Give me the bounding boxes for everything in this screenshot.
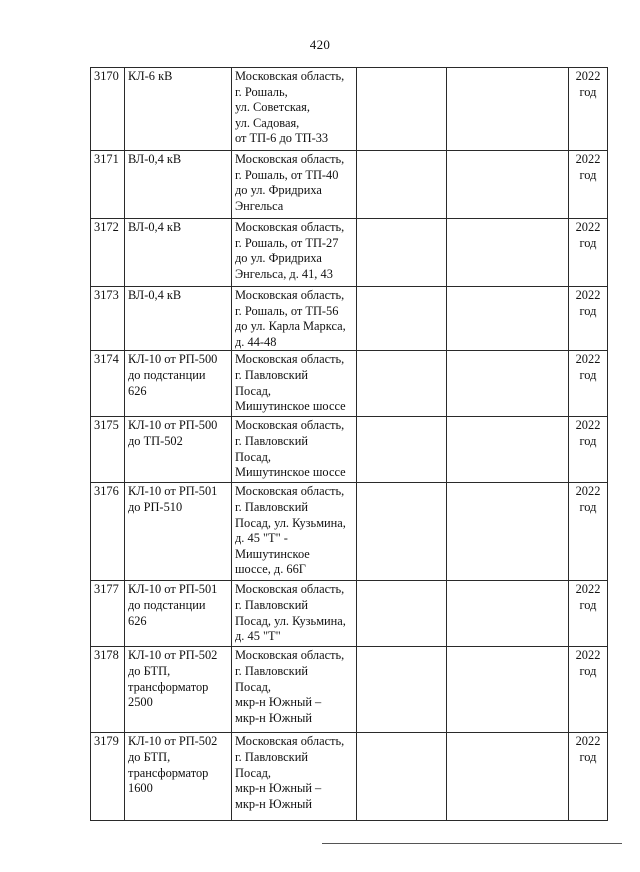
row-number-cell: 3174: [91, 351, 125, 417]
table-row: [91, 581, 608, 647]
empty-cell: [447, 68, 569, 151]
year-cell: [569, 351, 608, 417]
address-line: Энгельса: [235, 198, 284, 213]
empty-cell: [447, 483, 569, 581]
address-line: мкр-н Южный –: [235, 695, 322, 710]
object-name-line: до БТП,: [128, 749, 171, 764]
address-line: ул. Садовая,: [235, 115, 300, 130]
address-line: г. Павловский: [235, 597, 308, 612]
year-line: 2022: [575, 648, 601, 663]
year-cell: [569, 219, 608, 287]
year-line: 2022: [575, 734, 601, 749]
object-name-line: ВЛ-0,4 кВ: [128, 220, 182, 234]
address-cell: [232, 287, 357, 351]
object-name-line: до ТП-502: [128, 433, 183, 448]
object-name-line: КЛ-10 от РП-502: [128, 648, 218, 663]
page-number: 420: [309, 37, 331, 52]
year-line: год: [579, 499, 597, 514]
year-line: год: [579, 303, 597, 318]
empty-cell: [357, 219, 447, 287]
object-name-cell: [125, 417, 232, 483]
address-cell: [232, 483, 357, 581]
year-cell: [569, 733, 608, 821]
address-line: Мишутинское: [235, 546, 310, 561]
address-line: шоссе, д. 66Г: [235, 562, 306, 577]
object-name-line: КЛ-10 от РП-502: [128, 734, 218, 749]
address-line: Московская область,: [235, 582, 345, 597]
address-line: от ТП-6 до ТП-33: [235, 131, 329, 146]
row-number-cell: 3177: [91, 581, 125, 647]
table-row: [91, 351, 608, 417]
registry-table: [90, 67, 608, 821]
address-line: д. 45 "Т" -: [235, 531, 288, 546]
address-line: г. Павловский: [235, 663, 308, 678]
object-name-cell: [125, 151, 232, 219]
address-line: Московская область,: [235, 352, 345, 367]
year-cell: [569, 151, 608, 219]
year-cell: [569, 483, 608, 581]
empty-cell: [447, 351, 569, 417]
address-cell: [232, 733, 357, 821]
registry-table-body: [91, 68, 608, 821]
object-name-line: до БТП,: [128, 663, 171, 678]
address-cell: [232, 417, 357, 483]
year-cell: [569, 581, 608, 647]
table-row: [91, 219, 608, 287]
year-line: 2022: [575, 288, 601, 302]
year-cell: [569, 647, 608, 733]
empty-cell: [447, 287, 569, 351]
table-row: [91, 151, 608, 219]
year-line: 2022: [575, 152, 601, 166]
row-number-cell: 3172: [91, 219, 125, 287]
year-line: год: [579, 167, 597, 182]
year-cell: [569, 417, 608, 483]
row-number-cell: 3170: [91, 68, 125, 151]
address-line: г. Павловский: [235, 367, 308, 382]
address-line: ул. Советская,: [235, 100, 310, 115]
address-line: до ул. Карла Маркса,: [235, 319, 346, 334]
address-cell: [232, 647, 357, 733]
empty-cell: [357, 483, 447, 581]
empty-cell: [357, 581, 447, 647]
address-cell: [232, 68, 357, 151]
address-line: мкр-н Южный –: [235, 781, 322, 796]
address-line: г. Павловский: [235, 433, 308, 448]
address-line: Московская область,: [235, 734, 345, 749]
object-name-line: трансформатор: [128, 679, 209, 694]
year-line: 2022: [575, 69, 601, 83]
empty-cell: [357, 351, 447, 417]
empty-cell: [357, 151, 447, 219]
address-line: до ул. Фридриха: [235, 183, 322, 198]
table-row: [91, 68, 608, 151]
empty-cell: [447, 581, 569, 647]
table-row: [91, 647, 608, 733]
object-name-line: 2500: [128, 695, 153, 710]
address-line: мкр-н Южный: [235, 710, 312, 725]
object-name-line: КЛ-10 от РП-501: [128, 582, 218, 597]
object-name-line: КЛ-10 от РП-501: [128, 484, 218, 499]
year-line: год: [579, 663, 597, 678]
object-name-line: 1600: [128, 781, 153, 796]
address-line: Мишутинское шоссе: [235, 465, 346, 480]
address-cell: [232, 351, 357, 417]
empty-cell: [357, 287, 447, 351]
year-line: 2022: [575, 220, 601, 234]
empty-cell: [357, 68, 447, 151]
object-name-cell: [125, 581, 232, 647]
year-cell: [569, 287, 608, 351]
row-number-cell: 3178: [91, 647, 125, 733]
table-row: [91, 287, 608, 351]
address-line: Московская область,: [235, 69, 345, 83]
object-name-line: ВЛ-0,4 кВ: [128, 288, 182, 302]
year-line: 2022: [575, 582, 601, 597]
object-name-line: КЛ-10 от РП-500: [128, 418, 218, 433]
address-line: Московская область,: [235, 152, 345, 166]
address-line: г. Рошаль,: [235, 84, 288, 99]
address-line: г. Рошаль, от ТП-27: [235, 235, 339, 250]
empty-cell: [357, 417, 447, 483]
table-row: [91, 483, 608, 581]
row-number-cell: 3171: [91, 151, 125, 219]
year-line: год: [579, 235, 597, 250]
object-name-line: ВЛ-0,4 кВ: [128, 152, 182, 166]
empty-cell: [447, 219, 569, 287]
empty-cell: [447, 647, 569, 733]
address-cell: [232, 219, 357, 287]
address-line: Посад,: [235, 679, 272, 694]
object-name-cell: [125, 483, 232, 581]
address-line: Московская область,: [235, 484, 345, 499]
row-number-cell: 3173: [91, 287, 125, 351]
year-line: 2022: [575, 484, 601, 499]
object-name-line: КЛ-10 от РП-500: [128, 352, 218, 367]
object-name-line: до подстанции: [128, 367, 206, 382]
address-line: Московская область,: [235, 220, 345, 234]
row-number-cell: 3175: [91, 417, 125, 483]
year-line: год: [579, 433, 597, 448]
object-name-cell: [125, 647, 232, 733]
address-line: г. Павловский: [235, 499, 308, 514]
year-line: 2022: [575, 418, 601, 433]
footer-divider: [322, 843, 622, 844]
address-cell: [232, 151, 357, 219]
address-line: д. 45 "Т": [235, 629, 281, 644]
empty-cell: [447, 417, 569, 483]
object-name-cell: [125, 68, 232, 151]
address-line: г. Рошаль, от ТП-40: [235, 167, 339, 182]
address-line: мкр-н Южный: [235, 796, 312, 811]
year-line: 2022: [575, 352, 601, 367]
address-line: до ул. Фридриха: [235, 251, 322, 266]
address-cell: [232, 581, 357, 647]
row-number-cell: 3176: [91, 483, 125, 581]
address-line: Московская область,: [235, 418, 345, 433]
empty-cell: [357, 733, 447, 821]
object-name-line: КЛ-6 кВ: [128, 69, 173, 83]
year-cell: [569, 68, 608, 151]
object-name-line: 626: [128, 613, 147, 628]
empty-cell: [447, 151, 569, 219]
address-line: Посад, ул. Кузьмина,: [235, 515, 346, 530]
address-line: Энгельса, д. 41, 43: [235, 266, 333, 281]
address-line: Посад, ул. Кузьмина,: [235, 613, 346, 628]
year-line: год: [579, 84, 597, 99]
object-name-cell: [125, 733, 232, 821]
address-line: д. 44-48: [235, 334, 277, 349]
address-line: Московская область,: [235, 648, 345, 663]
table-row: [91, 417, 608, 483]
address-line: Мишутинское шоссе: [235, 399, 346, 414]
object-name-cell: [125, 287, 232, 351]
table-row: [91, 733, 608, 821]
object-name-cell: [125, 219, 232, 287]
row-number-cell: 3179: [91, 733, 125, 821]
empty-cell: [357, 647, 447, 733]
address-line: Посад,: [235, 383, 272, 398]
address-line: г. Павловский: [235, 749, 308, 764]
address-line: Посад,: [235, 765, 272, 780]
year-line: год: [579, 367, 597, 382]
address-line: Посад,: [235, 449, 272, 464]
empty-cell: [447, 733, 569, 821]
object-name-cell: [125, 351, 232, 417]
address-line: г. Рошаль, от ТП-56: [235, 303, 339, 318]
object-name-line: 626: [128, 383, 147, 398]
object-name-line: до РП-510: [128, 499, 183, 514]
year-line: год: [579, 749, 597, 764]
year-line: год: [579, 597, 597, 612]
address-line: Московская область,: [235, 288, 345, 302]
object-name-line: трансформатор: [128, 765, 209, 780]
object-name-line: до подстанции: [128, 597, 206, 612]
